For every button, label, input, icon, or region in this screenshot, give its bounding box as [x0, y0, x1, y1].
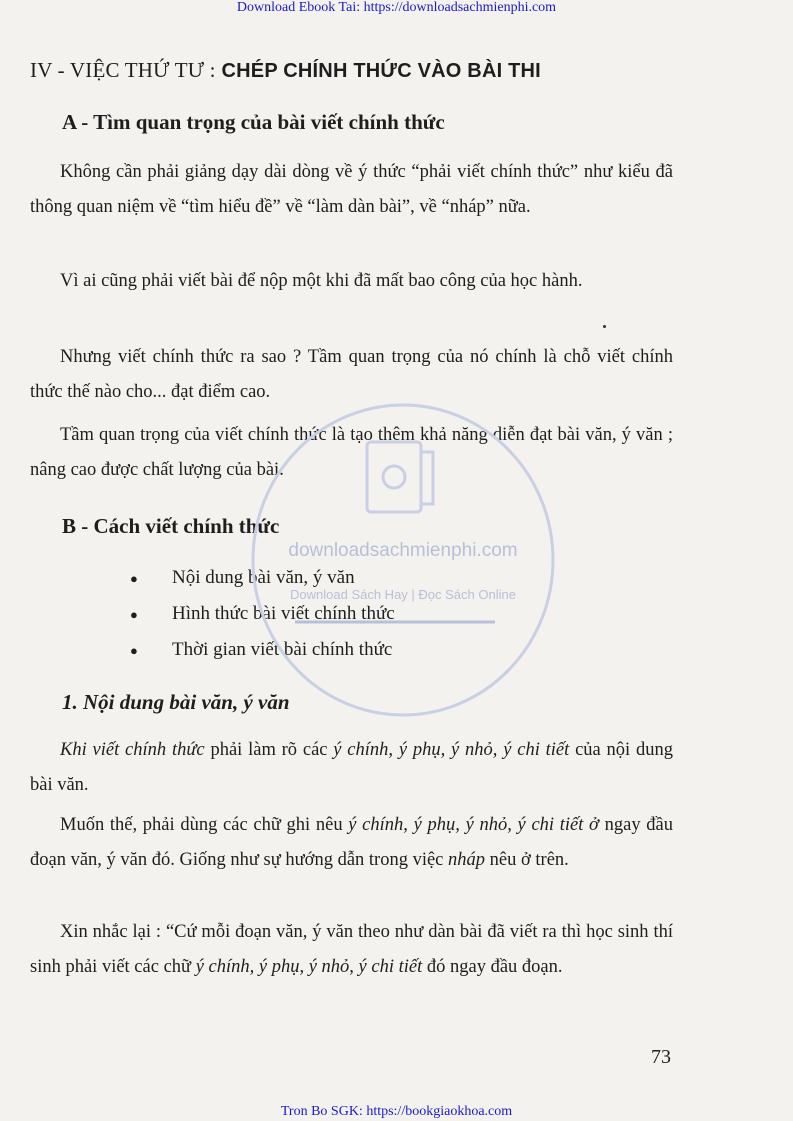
paragraph-1: Không cần phải giảng dạy dài dòng về ý thức “phải viết chính thức” như kiểu đã thông quan niệm về “tìm hiểu đề” về “làm dàn bài”, về “nháp” nữa.	[30, 162, 673, 217]
list-item: ● Hình thức bài viết chính thức	[130, 596, 395, 632]
watermark-tagline: Download Sách Hay | Đọc Sách Online	[290, 587, 516, 602]
top-download-banner[interactable]: Download Ebook Tai: https://downloadsachmienphi.com	[236, 0, 557, 15]
print-speck	[603, 325, 606, 328]
subsection-1-heading: 1. Nội dung bài văn, ý văn	[62, 690, 290, 714]
bottom-download-banner[interactable]: Tron Bo SGK: https://bookgiaokhoa.com	[280, 1104, 513, 1119]
list-item: ● Thời gian viết bài chính thức	[130, 632, 395, 668]
watermark-site: downloadsachmienphi.com	[288, 540, 518, 561]
paragraph-3: Nhưng viết chính thức ra sao ? Tầm quan trọng của nó chính là chỗ viết chính thức thế nào cho... đạt điểm cao.	[30, 347, 673, 402]
paragraph-4: Tầm quan trọng của viết chính thức là tạo thêm khả năng diễn đạt bài văn, ý văn ; nâng cao được chất lượng của bài.	[30, 425, 673, 480]
bullet-icon: ●	[130, 607, 138, 622]
bullet-icon: ●	[130, 571, 138, 586]
chapter-heading	[30, 58, 770, 83]
section-a-heading: A - Tìm quan trọng của bài viết chính thức	[62, 110, 445, 134]
page-number: 73	[651, 1046, 671, 1068]
heading-lead: IV - VIỆC THỨ TƯ :	[30, 58, 216, 82]
bullet-icon: ●	[130, 643, 138, 658]
bullet-list	[130, 560, 395, 668]
heading-rest: CHÉP CHÍNH THỨC VÀO BÀI THI	[221, 60, 541, 82]
paragraph-5: Khi viết chính thức phải làm rõ các ý chính, ý phụ, ý nhỏ, ý chi tiết của nội dung bài văn.	[30, 740, 674, 795]
paragraph-7: Xin nhắc lại : “Cứ mỗi đoạn văn, ý văn theo như dàn bài đã viết ra thì học sinh thí sinh phải viết các chữ ý chính, ý phụ, ý nhỏ, ý chi tiết đó ngay đầu đoạn.	[30, 922, 673, 977]
paragraph-6: Muốn thế, phải dùng các chữ ghi nêu ý chính, ý phụ, ý nhỏ, ý chi tiết ở ngay đầu đoạn văn, ý văn đó. Giống như sự hướng dẫn trong việc nháp nêu ở trên.	[30, 815, 673, 870]
section-b-heading: B - Cách viết chính thức	[62, 514, 280, 538]
paragraph-2: Vì ai cũng phải viết bài để nộp một khi đã mất bao công của học hành.	[60, 271, 583, 291]
list-item: ● Nội dung bài văn, ý văn	[130, 560, 395, 596]
